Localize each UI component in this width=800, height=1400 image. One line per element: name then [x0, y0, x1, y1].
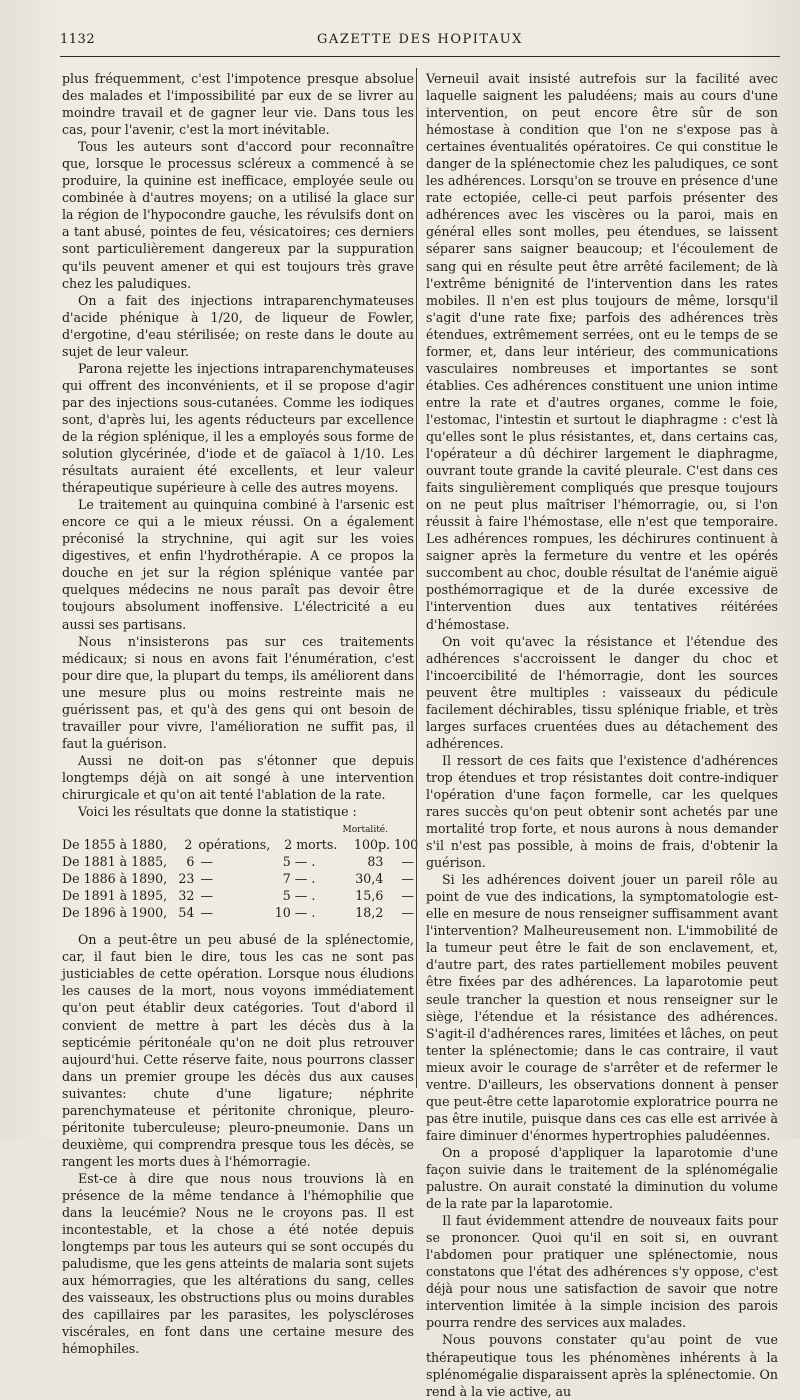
rate-unit: — — [401, 854, 415, 870]
table-row — [62, 853, 414, 870]
header-rule — [60, 56, 780, 57]
deaths-count: 5 — [282, 854, 291, 870]
paragraph: Aussi ne doit-on pas s'étonner que depuis longtemps déjà on ait songé à une intervention chirurgicale et qu'on ait tenté l'ablation de la rate. — [62, 752, 414, 802]
mortality-rate: 83 — [367, 854, 384, 870]
paragraph: Parona rejette les injections intraparenchymateuses qui offrent des inconvénients, et il se propose d'agir par des injections sous-cutanées. Comme les iodiques sont, d'après lui, les agents réducteurs par excellence de la région splénique, il les a employés sous forme de solution glycérinée, d'iode et de gaïacol à 1/10. Les résultats auraient été excellents, et leur valeur thérapeutique supérieure à celle des autres moyens. — [62, 360, 414, 496]
operations-count: 2 — [184, 837, 193, 853]
paragraph: Voici les résultats que donne la statistique : — [78, 804, 357, 820]
paragraph: Il faut évidemment attendre de nouveaux faits pour se prononcer. Quoi qu'il en soit si, en ouvrant l'abdomen pour pratiquer une splénectomie, nous constatons que l'état des adhérences s'y oppose, c'est déjà pour nous une satisfaction de savoir que notre intervention limitée à la simple incision des parois pourra rendre des services aux malades. — [426, 1213, 778, 1331]
rate-unit: — — [401, 905, 415, 921]
statistics-table — [62, 824, 419, 921]
paragraph: On a peut-être un peu abusé de la splénectomie, car, il faut bien le dire, tous les cas ne sont pas justiciables de cette opération. Lorsque nous éludions les causes de la mort, nous voyons immédiatement qu'on peut établir deux catégories. Tout d'abord il convient de mettre à part les décès dus à la septicémie péritonéale qu'on ne doit plus retrouver aujourd'hui. Cette réserve faite, nous pourrons classer dans un premier groupe les décès dus aux causes suivantes: chute d'une ligature; néphrite parenchymateuse et péritonite chronique, pleuro-péritonite tuberculeuse; pleuro-pneumonie. Dans un deuxième, qui comprendra presque tous les décès, se rangent les morts dues à l'hémorragie. — [62, 932, 414, 1169]
paragraph: plus fréquemment, c'est l'impotence presque absolue des malades et l'impossibilité par eux de se livrer au moindre travail et de gagner leur vie. Dans tous les cas, pour l'avenir, c'est la mort inévitable. — [62, 71, 414, 138]
period-cell: De 1891 à 1895, — [62, 888, 168, 904]
table-row — [62, 887, 414, 904]
operations-label: — — [200, 854, 214, 870]
rate-unit: — — [401, 871, 415, 887]
paragraph: On voit qu'avec la résistance et l'étendue des adhérences s'accroissent le danger du choc et l'incoercibilité de l'hémorragie, dont les sources peuvent être multiples : vaisseaux du pédicule facilement déchirables, tissu splénique friable, et très larges surfaces cruentées dues au détachement des adhérences. — [426, 633, 778, 751]
paragraph: On a proposé d'appliquer la laparotomie d'une façon suivie dans le traitement de la splénomégalie palustre. On aurait constaté la diminution du volume de la rate par la laparotomie. — [426, 1144, 778, 1212]
deaths-count: 2 — [284, 837, 293, 853]
deaths-label: — . — [294, 871, 316, 887]
paragraph: Il ressort de ces faits que l'existence d'adhérences trop étendues et trop résistantes doit contre-indiquer l'opération d'une façon formelle, car les quelques rares succès qu'on peut obtenir sont achetés par une mortalité trop forte, et nous aurons à nous demander s'il n'est pas possible, à moins de frais, d'obtenir la guérison. — [426, 752, 778, 871]
table-row — [62, 870, 414, 887]
left-column — [62, 70, 419, 1357]
mortality-header: Mortalité. — [342, 825, 388, 836]
mortality-rate: 15,6 — [355, 888, 384, 904]
paragraph: Si les adhérences doivent jouer un pareil rôle au point de vue des indications, la symptomatologie est-elle en mesure de nous renseigner suffisamment avant l'intervention? Malheureusement non. L'immobilité de la tumeur peut être le fait de son enclavement, et, d'autre part, des rates partiellement mobiles peuvent être fixées par des adhérences. La laparotomie peut seule trancher la question et nous renseigner sur le siège, l'étendue et la résistance des adhérences. S'agit-il d'adhérences rares, limitées et lâches, on peut tenter la splénectomie; dans le cas contraire, il vaut mieux avoir le courage de s'arrêter et de refermer le ventre. D'ailleurs, les observations donnent à penser que peut-être cette laparotomie exploratrice pourra ne pas être inutile, puisque dans ces cas elle est arrivée à faire diminuer d'énormes hypertrophies paludéennes. — [426, 872, 778, 1143]
paragraph: On a fait des injections intraparenchymateuses d'acide phénique à 1/20, de liqueur de Fowler, d'ergotine, d'eau stérilisée; on reste dans le doute au sujet de leur valeur. — [62, 292, 414, 359]
deaths-count: 5 — [282, 888, 291, 904]
period-cell: De 1886 à 1890, — [62, 871, 168, 887]
deaths-label: — . — [294, 888, 316, 904]
table-row — [62, 904, 414, 921]
paragraph: Nous n'insisterons pas sur ces traitements médicaux; si nous en avons fait l'énumération, c'est pour dire que, la plupart du temps, ils améliorent dans une mesure plus ou moins restreinte mais ne guérissent pas, et qu'à des gens qui ont besoin de travailler pour vivre, l'amélioration ne suffit pas, il faut la guérison. — [62, 633, 414, 751]
mortality-rate: 30,4 — [355, 871, 384, 887]
paragraph: Le traitement au quinquina combiné à l'arsenic est encore ce qui a le mieux réussi. On a également préconisé la strychnine, qui agit sur les voies digestives, et enfin l'hydrothérapie. A ce propos la douche en jet sur la région splénique vantée par quelques médecins ne nous paraît pas devoir être toujours absolument inoffensive. L'électricité a eu aussi ses partisans. — [62, 497, 414, 632]
operations-label: — — [200, 871, 214, 887]
mortality-rate: 100 — [353, 837, 378, 853]
paragraph: Verneuil avait insisté autrefois sur la facilité avec laquelle saignent les paludéens; mais au cours d'une intervention, on peut encore être sûr de son hémostase à condition que l'on ne s'expose pas à certaines éventualités opératoires. Ce qui constitue le danger de la splénectomie chez les paludiques, ce sont les adhérences. Lorsqu'on se trouve en présence d'une rate ectopiée, celle-ci peut parfois présenter des adhérences avec les viscères ou la paroi, mais en général elles sont molles, peu étendues, se laissent séparer sans saigner beaucoup; et l'écoulement de sang qui en résulte peut être arrêté facilement; de là l'extrême bénignité de l'intervention dans les rates mobiles. Il n'en est plus toujours de même, lorsqu'il s'agit d'une rate fixe; parfois des adhérences très étendues, extrêmement serrées, ont eu le temps de se former, et, dans leur intérieur, des communications vasculaires nombreuses et importantes se sont établies. Ces adhérences constituent une union intime entre la rate et d'autres organes, comme le foie, l'estomac, l'intestin et surtout le diaphragme : c'est là qu'elles sont le plus résistantes, et, dans certains cas, l'opérateur a dû déchirer largement le diaphragme, ouvrant toute grande la cavité pleurale. C'est dans ces faits singulièrement compliqués que presque toujours on ne peut plus maîtriser l'hémorragie, ou, si l'on réussit à faire l'hémostase, elle n'est que temporaire. Les adhérences rompues, les déchirures continuent à saigner après la fermeture du ventre et les opérés succombent au choc, double résultat de l'anémie aiguë posthémorragique et de la durée excessive de l'intervention dues aux tentatives réitérées d'hémostase. — [426, 71, 778, 632]
operations-label: — — [200, 905, 214, 921]
page-number: 1132 — [60, 32, 96, 47]
paragraph: Tous les auteurs sont d'accord pour reconnaître que, lorsque le processus scléreux a commencé à se produire, la quinine est inefficace, employée seule ou combinée à d'autres moyens; on a utilisé la glace sur la région de l'hypocondre gauche, les révulsifs dont on a tant abusé, pointes de feu, vésicatoires; ces derniers sont particulièrement dangereux par la suppuration qu'ils peuvent amener et qui est toujours très grave chez les paludiques. — [62, 139, 414, 291]
page-header — [60, 26, 780, 56]
operations-label: opérations, — [198, 837, 271, 853]
rate-unit: p. 100 — [377, 837, 419, 853]
deaths-count: 10 — [274, 905, 291, 921]
right-column — [426, 70, 778, 1400]
operations-count: 32 — [178, 888, 195, 904]
journal-title: GAZETTE DES HOPITAUX — [317, 32, 523, 47]
operations-label: — — [200, 888, 214, 904]
deaths-label: morts. — [296, 837, 338, 853]
period-cell: De 1881 à 1885, — [62, 854, 168, 870]
period-cell: De 1896 à 1900, — [62, 905, 168, 921]
table-row — [62, 836, 419, 853]
deaths-count: 7 — [282, 871, 291, 887]
paragraph: Est-ce à dire que nous nous trouvions là en présence de la même tendance à l'hémophilie que dans la leucémie? Nous ne le croyons pas. Il est incontestable, et la chose a été notée depuis longtemps par tous les auteurs qui se sont occupés du paludisme, que les gens atteints de malaria sont sujets aux hémorragies, que les altérations du sang, celles des vaisseaux, les obstructions plus ou moins durables des capillaires par les parasites, les polyscléroses viscérales, en font dans une certaine mesure des hémophiles. — [62, 1170, 414, 1357]
paragraph: Nous pouvons constater qu'au point de vue thérapeutique tous les phénomènes inhérents à la splénomégalie disparaissent après la splénectomie. On rend à la vie active, au — [426, 1332, 778, 1399]
rate-unit: — — [401, 888, 415, 904]
deaths-label: — . — [294, 905, 316, 921]
period-cell: De 1855 à 1880, — [62, 837, 168, 853]
operations-count: 23 — [178, 871, 195, 887]
column-divider — [416, 68, 417, 1088]
deaths-label: — . — [294, 854, 316, 870]
operations-count: 54 — [178, 905, 195, 921]
operations-count: 6 — [186, 854, 195, 870]
mortality-rate: 18,2 — [355, 905, 384, 921]
